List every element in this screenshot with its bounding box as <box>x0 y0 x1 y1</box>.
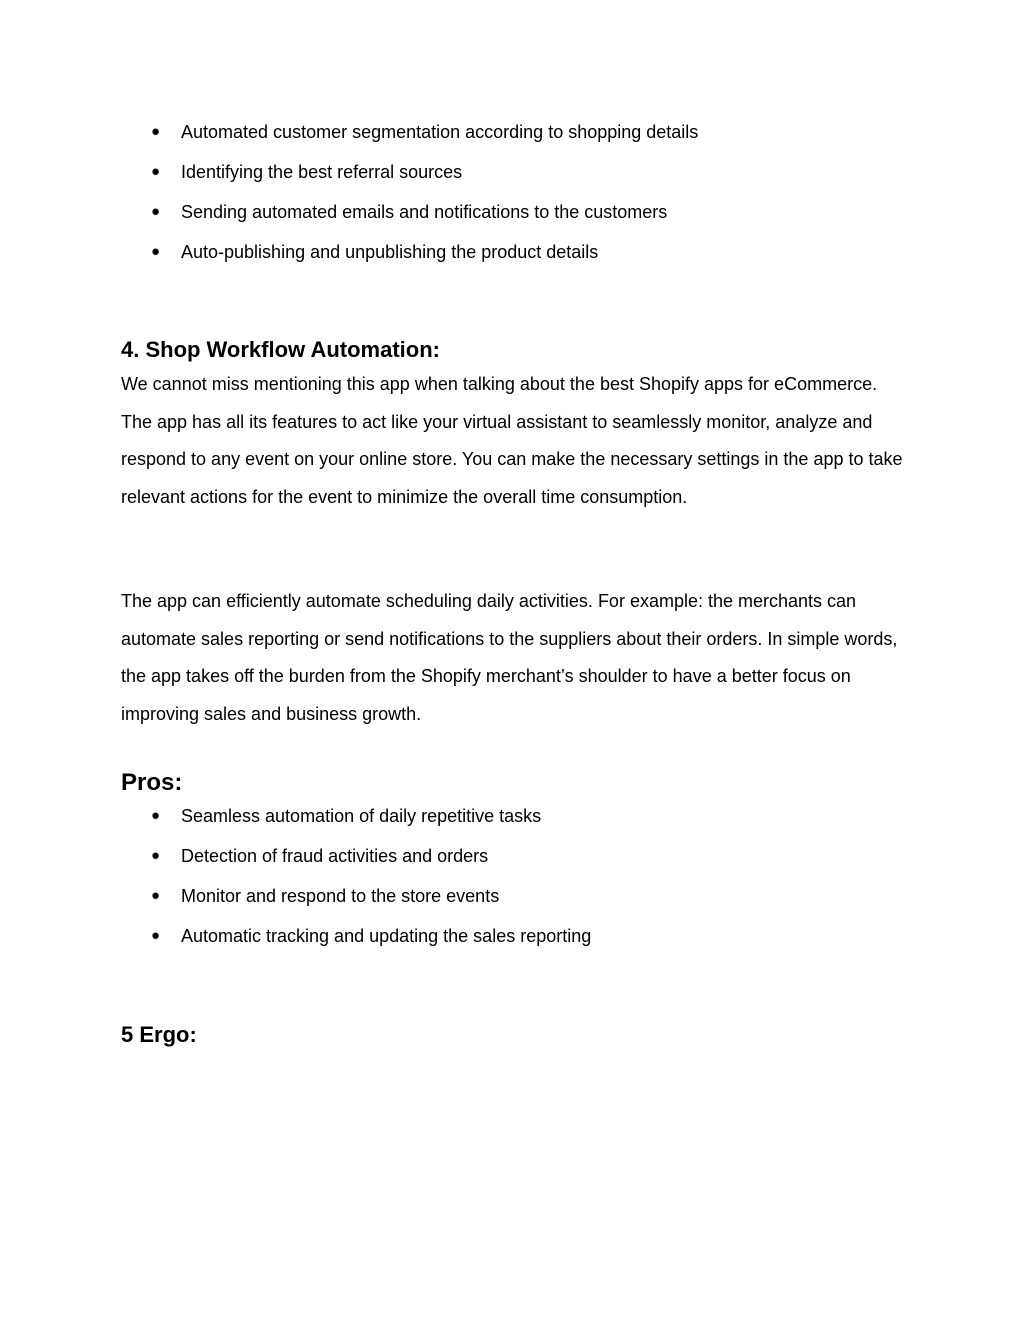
bullet-icon: ● <box>151 847 161 864</box>
list-item-text: Detection of fraud activities and orders <box>181 846 489 866</box>
bullet-icon: ● <box>151 927 161 944</box>
list-item-text: Monitor and respond to the store events <box>181 886 500 906</box>
body-paragraph: The app can efficiently automate scheduling daily activities. For example: the merchants can automate sales reporting or send notifications to the suppliers about their orders. In simple words, the app takes off the burden from the Shopify merchant’s shoulder to have a better focus on improving sales and business growth. <box>121 591 898 724</box>
section-heading-shop-workflow: 4. Shop Workflow Automation: <box>121 337 440 362</box>
list-item-text: Automated customer segmentation according to shopping details <box>181 122 699 142</box>
section-heading-ergo: 5 Ergo: <box>121 1022 197 1047</box>
pros-heading: Pros: <box>121 769 183 796</box>
body-paragraph: We cannot miss mentioning this app when talking about the best Shopify apps for eCommerce. The app has all its features to act like your virtual assistant to seamlessly monitor, analyze and respond to any event on your online store. You can make the necessary settings in the app to take relevant actions for the event to minimize the overall time consumption. <box>121 374 903 507</box>
list-item-text: Identifying the best referral sources <box>181 162 463 182</box>
bullet-icon: ● <box>151 807 161 824</box>
bullet-icon: ● <box>151 163 161 180</box>
bullet-icon: ● <box>151 123 161 140</box>
list-item-text: Automatic tracking and updating the sales reporting <box>181 926 592 946</box>
bullet-icon: ● <box>151 243 161 260</box>
bullet-icon: ● <box>151 887 161 904</box>
list-item-text: Sending automated emails and notifications to the customers <box>181 202 668 222</box>
list-item-text: Seamless automation of daily repetitive tasks <box>181 806 542 826</box>
list-item-text: Auto-publishing and unpublishing the product details <box>181 242 599 262</box>
bullet-icon: ● <box>151 203 161 220</box>
